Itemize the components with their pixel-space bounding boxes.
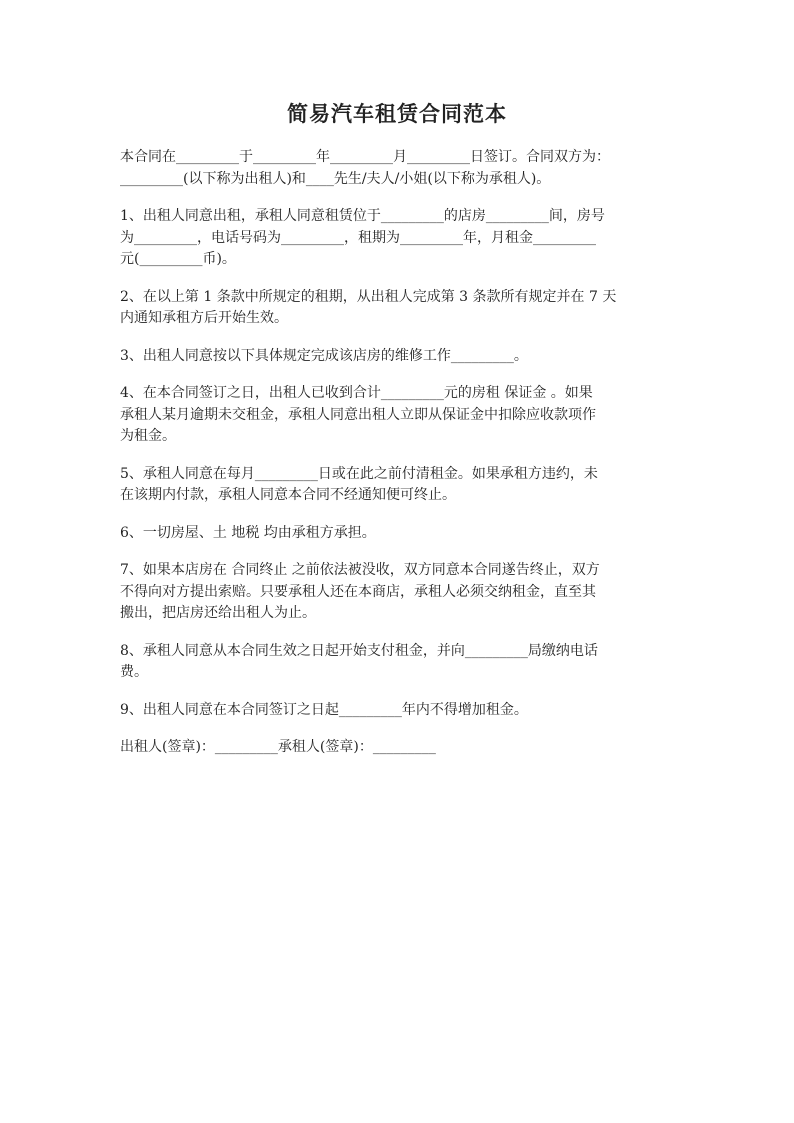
- text-line: 2、在以上第 1 条款中所规定的租期，从出租人完成第 3 条款所有规定并在 7 天: [120, 288, 617, 305]
- text-line: 9、出租人同意在本合同签订之日起_________年内不得增加租金。: [120, 701, 528, 718]
- signature-line: [120, 737, 680, 759]
- clause-paragraph: [120, 383, 680, 448]
- text-line: 出租人(签章)：_________承租人(签章)：_________: [120, 739, 436, 755]
- clause-paragraph: [120, 464, 680, 507]
- text-line: 为租金。: [120, 428, 176, 444]
- clause-paragraph: [120, 560, 680, 625]
- clause-paragraph: [120, 147, 680, 190]
- clause-paragraph: [120, 346, 680, 368]
- text-line: 不得向对方提出索赔。只要承租人还在本商店，承租人必须交纳租金，直至其: [120, 583, 596, 600]
- text-line: 搬出，把店房还给出租人为止。: [120, 605, 316, 621]
- clause-paragraph: [120, 523, 680, 545]
- text-line: 1、出租人同意出租，承租人同意租赁位于_________的店房_________间，房号: [120, 208, 605, 224]
- text-line: 本合同在_________于_________年_________月_________日签订。合同双方为：: [120, 149, 610, 165]
- text-line: 5、承租人同意在每月_________日或在此之前付清租金。如果承租方违约，未: [120, 465, 598, 482]
- clause-paragraph: [120, 700, 680, 722]
- clause-paragraph: [120, 641, 680, 684]
- text-line: 3、出租人同意按以下具体规定完成该店房的维修工作_________。: [120, 347, 528, 364]
- contract-body: [120, 147, 680, 775]
- text-line: 内通知承租方后开始生效。: [120, 310, 288, 326]
- text-line: 为_________，电话号码为_________，租期为_________年，月租金_________: [120, 229, 596, 246]
- clause-paragraph: [120, 206, 680, 271]
- text-line: 4、在本合同签订之日，出租人已收到合计_________元的房租 保证金 。如果: [120, 385, 593, 401]
- text-line: 6、一切房屋、土 地税 均由承租方承担。: [120, 524, 376, 541]
- text-line: 费。: [120, 664, 148, 680]
- text-line: 元(_________币)。: [120, 251, 236, 267]
- text-line: 在该期内付款，承租人同意本合同不经通知便可终止。: [120, 487, 456, 503]
- clause-paragraph: [120, 287, 680, 330]
- text-line: 8、承租人同意从本合同生效之日起开始支付租金，并向_________局缴纳电话: [120, 642, 598, 659]
- text-line: 承租人某月逾期未交租金，承租人同意出租人立即从保证金中扣除应收款项作: [120, 406, 596, 423]
- text-line: _________(以下称为出租人)和____先生/夫人/小姐(以下称为承租人)。: [120, 170, 551, 187]
- text-line: 7、如果本店房在 合同终止 之前依法被没收，双方同意本合同遂告终止，双方: [120, 562, 600, 578]
- document-title: 简易汽车租赁合同范本: [287, 101, 507, 126]
